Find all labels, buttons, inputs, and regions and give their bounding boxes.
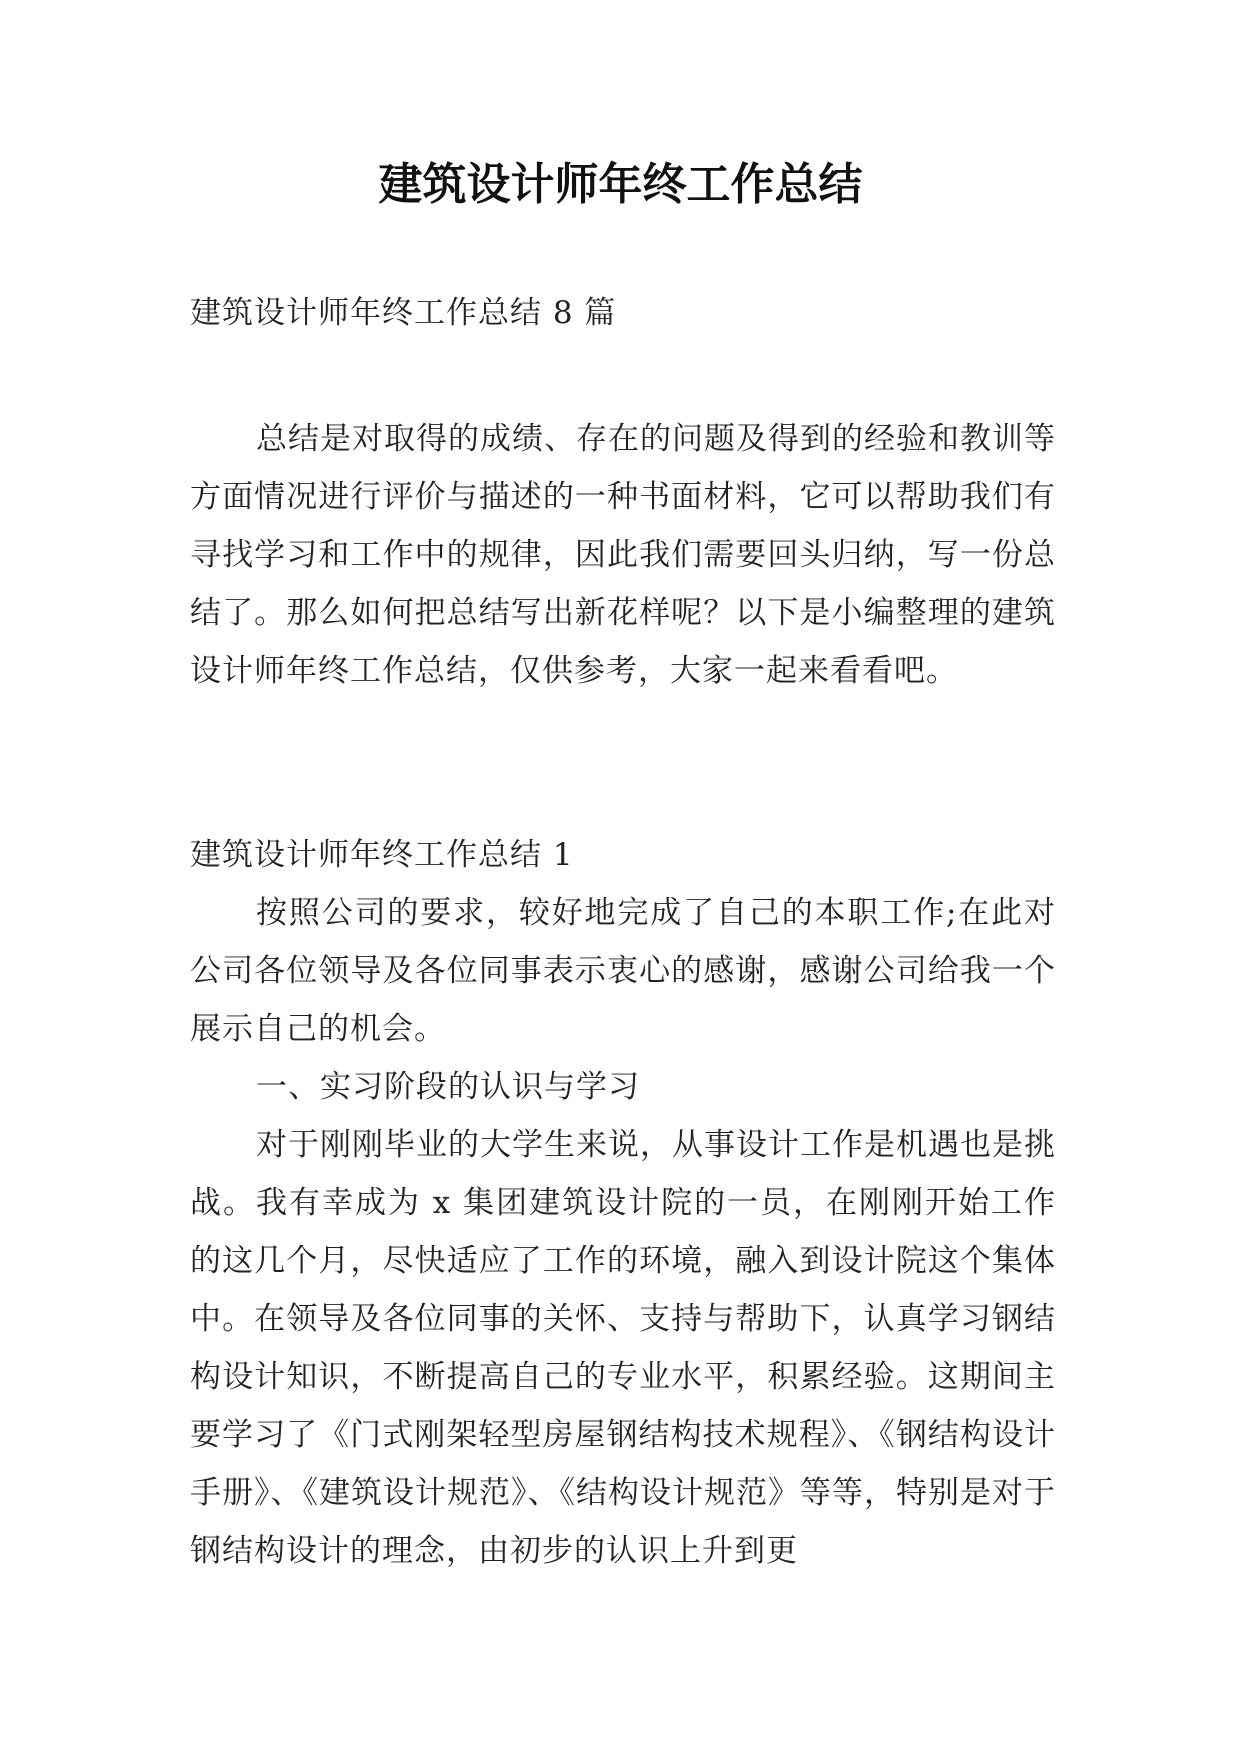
section-1-paragraph-2: 对于刚刚毕业的大学生来说，从事设计工作是机遇也是挑战。我有幸成为 x 集团建筑设计院的一员，在刚刚开始工作的这几个月，尽快适应了工作的环境，融入到设计院这个集体中。在领导及各位同事的关怀、支持与帮助下，认真学习钢结构设计知识，不断提高自己的专业水平，积累经验。这期间主要学习了《门式刚架轻型房屋钢结构技术规程》、《钢结构设计手册》、《建筑设计规范》、《结构设计规范》等等，特别是对于钢结构设计的理念，由初步的认识上升到更 [190, 1127, 1056, 1569]
section-1-paragraph-1: 按照公司的要求，较好地完成了自己的本职工作;在此对公司各位领导及各位同事表示衷心的感谢，感谢公司给我一个展示自己的机会。 [190, 895, 1056, 1047]
section-1 [190, 826, 1056, 1580]
section-1-heading: 建筑设计师年终工作总结 1 [190, 837, 574, 873]
document-subtitle: 建筑设计师年终工作总结 8 篇 [190, 295, 617, 331]
intro-paragraph: 总结是对取得的成绩、存在的问题及得到的经验和教训等方面情况进行评价与描述的一种书面材料，它可以帮助我们有寻找学习和工作中的规律，因此我们需要回头归纳，写一份总结了。那么如何把总结写出新花样呢？以下是小编整理的建筑设计师年终工作总结，仅供参考，大家一起来看看吧。 [190, 421, 1056, 689]
section-1-subheading: 一、实习阶段的认识与学习 [256, 1069, 640, 1105]
document-title: 建筑设计师年终工作总结 [378, 159, 863, 210]
